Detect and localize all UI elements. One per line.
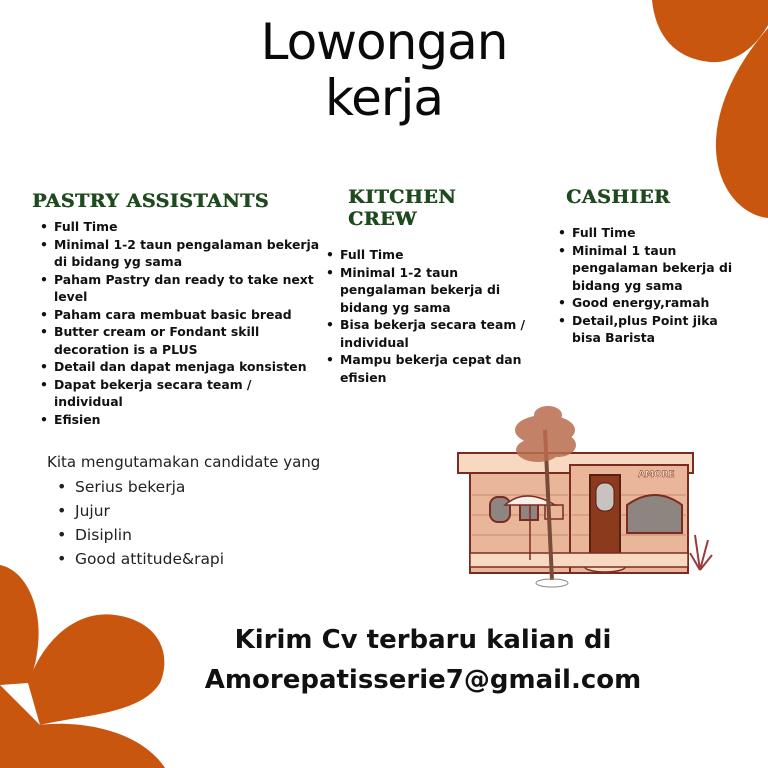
position-heading: CASHIER [566, 186, 671, 208]
requirement-item: • Bisa bekerja secara team / individual [340, 316, 528, 351]
title-line-2: kerja [324, 69, 444, 127]
requirement-item: • Mampu bekerja cepat dan efisien [340, 351, 528, 386]
cta-section [0, 620, 768, 700]
candidate-preferences [47, 453, 320, 571]
preferences-lead: Kita mengutamakan candidate yang [47, 453, 321, 471]
preference-item: • Serius bekerja [75, 475, 320, 499]
requirement-item: • Minimal 1-2 taun pengalaman bekerja di bidang yg sama [340, 264, 528, 317]
title-line-1: Lowongan [260, 13, 508, 71]
preference-item: • Jujur [75, 499, 320, 523]
requirement-item: • Butter cream or Fondant skill decoration is a PLUS [54, 323, 322, 358]
requirement-item: • Full Time [572, 224, 740, 242]
position-heading: KITCHEN CREW [348, 186, 456, 230]
requirement-item: • Full Time [340, 246, 528, 264]
requirement-item: • Minimal 1 taun pengalaman bekerja di bidang yg sama [572, 242, 740, 295]
requirement-item: • Minimal 1-2 taun pengalaman bekerja di bidang yg sama [54, 236, 322, 271]
preferences-list [47, 475, 320, 571]
page-title [0, 14, 768, 126]
shop-sign: AMORE [638, 470, 675, 480]
position-pastry-assistants [32, 190, 322, 428]
storefront-illustration [450, 405, 720, 595]
requirement-item: • Paham cara membuat basic bread [54, 306, 322, 324]
requirements-list [550, 224, 740, 347]
requirements-list [318, 246, 528, 386]
position-kitchen-crew [318, 186, 528, 386]
cta-line: Kirim Cv terbaru kalian di [234, 625, 612, 655]
requirement-item: • Dapat bekerja secara team / individual [54, 376, 322, 411]
position-cashier [550, 186, 740, 347]
requirement-item: • Detail,plus Point jika bisa Barista [572, 312, 740, 347]
requirement-item: • Paham Pastry dan ready to take next level [54, 271, 322, 306]
requirement-item: • Good energy,ramah [572, 294, 740, 312]
requirement-item: • Full Time [54, 218, 322, 236]
requirement-item: • Detail dan dapat menjaga konsisten [54, 358, 322, 376]
contact-email: Amorepatisserie7@gmail.com [204, 665, 642, 695]
preference-item: • Disiplin [75, 523, 320, 547]
preference-item: • Good attitude&rapi [75, 547, 320, 571]
position-heading: PASTRY ASSISTANTS [32, 190, 269, 212]
requirement-item: • Efisien [54, 411, 322, 429]
requirements-list [32, 218, 322, 428]
